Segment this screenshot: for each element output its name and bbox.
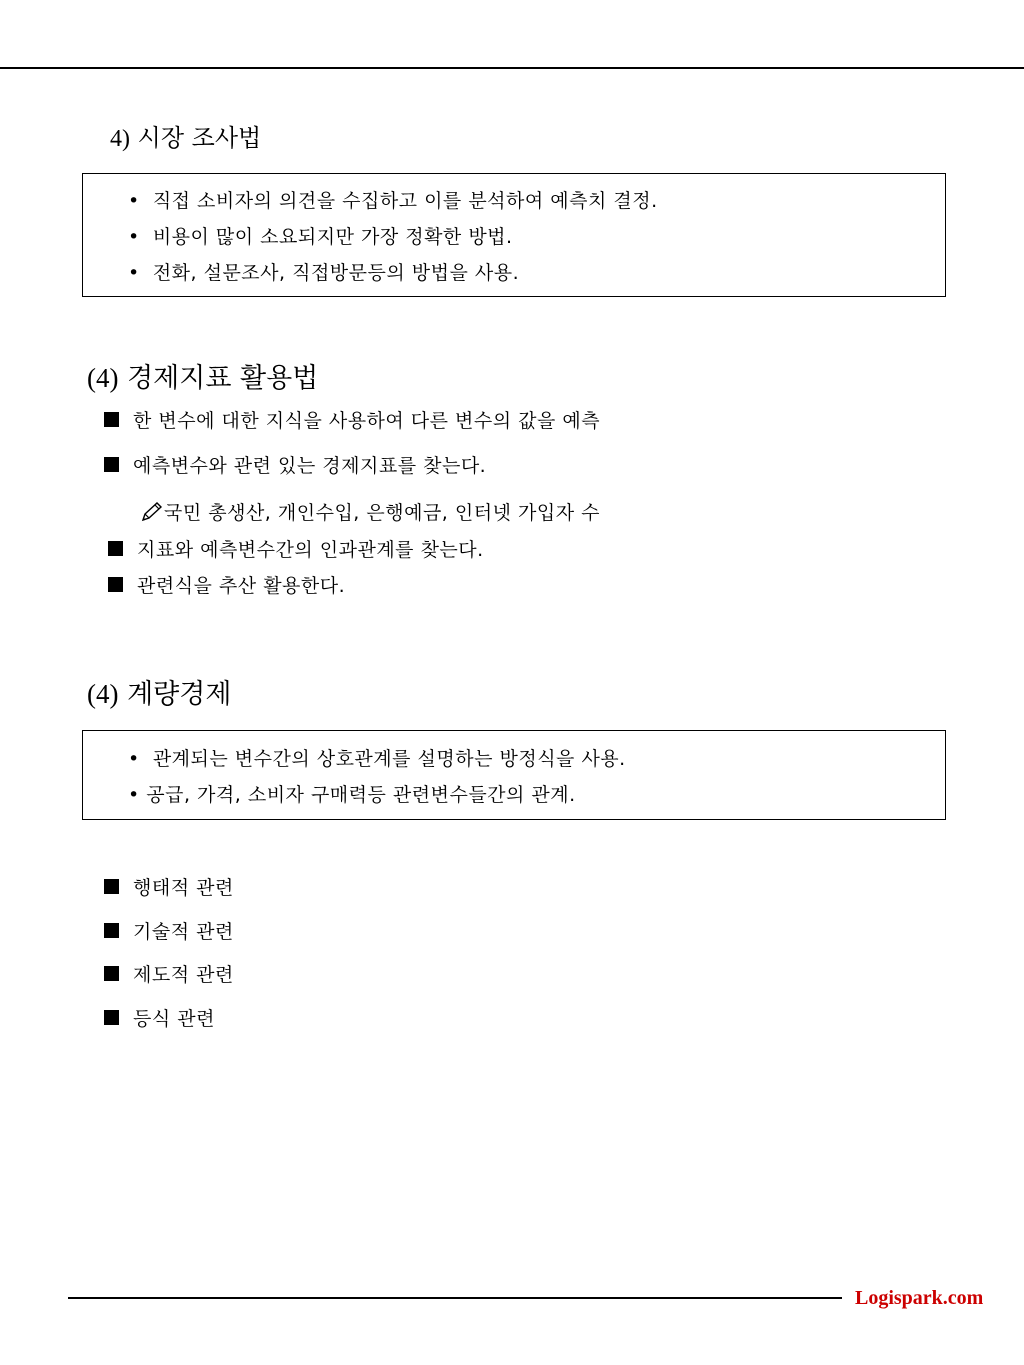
- pencil-icon: [140, 501, 164, 523]
- section3-item-text: 제도적 관련: [133, 964, 234, 986]
- bullet-dot: •: [128, 226, 140, 248]
- square-bullet-icon: [104, 966, 119, 981]
- bullet-dot: •: [128, 262, 140, 284]
- section2-item-text: 한 변수에 대한 지식을 사용하여 다른 변수의 값을 예측: [133, 410, 601, 432]
- square-bullet-icon: [104, 457, 119, 472]
- section2-item-text: 예측변수와 관련 있는 경제지표를 찾는다.: [133, 455, 487, 477]
- section1-heading: [110, 118, 261, 153]
- top-rule: [0, 67, 1024, 69]
- section1-bullet-text: 전화, 설문조사, 직접방문등의 방법을 사용.: [152, 262, 520, 284]
- section2-heading: [87, 356, 318, 395]
- section1-bullet-text: 직접 소비자의 의견을 수집하고 이를 분석하여 예측치 결정.: [152, 190, 658, 212]
- section2-item-text: 관련식을 추산 활용한다.: [137, 575, 346, 597]
- section2-item-1: [104, 406, 600, 433]
- square-bullet-icon: [104, 923, 119, 938]
- section3-box: [82, 730, 946, 820]
- section1-heading-number: 4): [110, 126, 130, 152]
- section3-item-text: 등식 관련: [133, 1008, 215, 1030]
- section3-bullet-text: 관계되는 변수간의 상호관계를 설명하는 방정식을 사용.: [152, 748, 626, 770]
- section3-bullet-1: [128, 744, 626, 771]
- section2-item-text: 지표와 예측변수간의 인과관계를 찾는다.: [137, 539, 484, 561]
- square-bullet-icon: [108, 541, 123, 556]
- section3-item-1: [104, 873, 234, 900]
- section3-item-3: [104, 960, 234, 987]
- section1-bullet-3: [128, 258, 519, 285]
- square-bullet-icon: [104, 879, 119, 894]
- section2-item-3: [108, 535, 484, 562]
- footer-brand-link[interactable]: Logispark.com: [855, 1287, 984, 1309]
- section2-item-4: [108, 571, 345, 598]
- section2-heading-number: (4): [87, 363, 119, 393]
- section2-heading-text: 경제지표 활용법: [127, 363, 319, 394]
- section3-item-2: [104, 917, 234, 944]
- footer-rule: [68, 1297, 842, 1299]
- section2-example: [140, 498, 600, 525]
- section3-bullet-2: [128, 780, 576, 807]
- section3-bullet-text: 공급, 가격, 소비자 구매력등 관련변수들간의 관계.: [146, 784, 576, 806]
- section1-heading-text: 시장 조사법: [137, 124, 262, 152]
- square-bullet-icon: [104, 412, 119, 427]
- section1-box: [82, 173, 946, 297]
- bullet-dot: •: [128, 748, 140, 770]
- section1-bullet-2: [128, 222, 513, 249]
- section3-heading: [87, 672, 231, 711]
- section3-item-text: 기술적 관련: [133, 921, 234, 943]
- section2-item-2: [104, 451, 486, 478]
- section3-heading-number: (4): [87, 679, 119, 709]
- section2-example-text: 국민 총생산, 개인수입, 은행예금, 인터넷 가입자 수: [164, 502, 600, 524]
- section1-bullet-text: 비용이 많이 소요되지만 가장 정확한 방법.: [152, 226, 513, 248]
- bullet-dot: •: [128, 190, 140, 212]
- section3-heading-text: 계량경제: [127, 679, 232, 710]
- square-bullet-icon: [104, 1010, 119, 1025]
- section3-item-4: [104, 1004, 215, 1031]
- section1-bullet-1: [128, 186, 658, 213]
- section3-item-text: 행태적 관련: [133, 877, 234, 899]
- square-bullet-icon: [108, 577, 123, 592]
- bullet-dot: •: [128, 784, 140, 806]
